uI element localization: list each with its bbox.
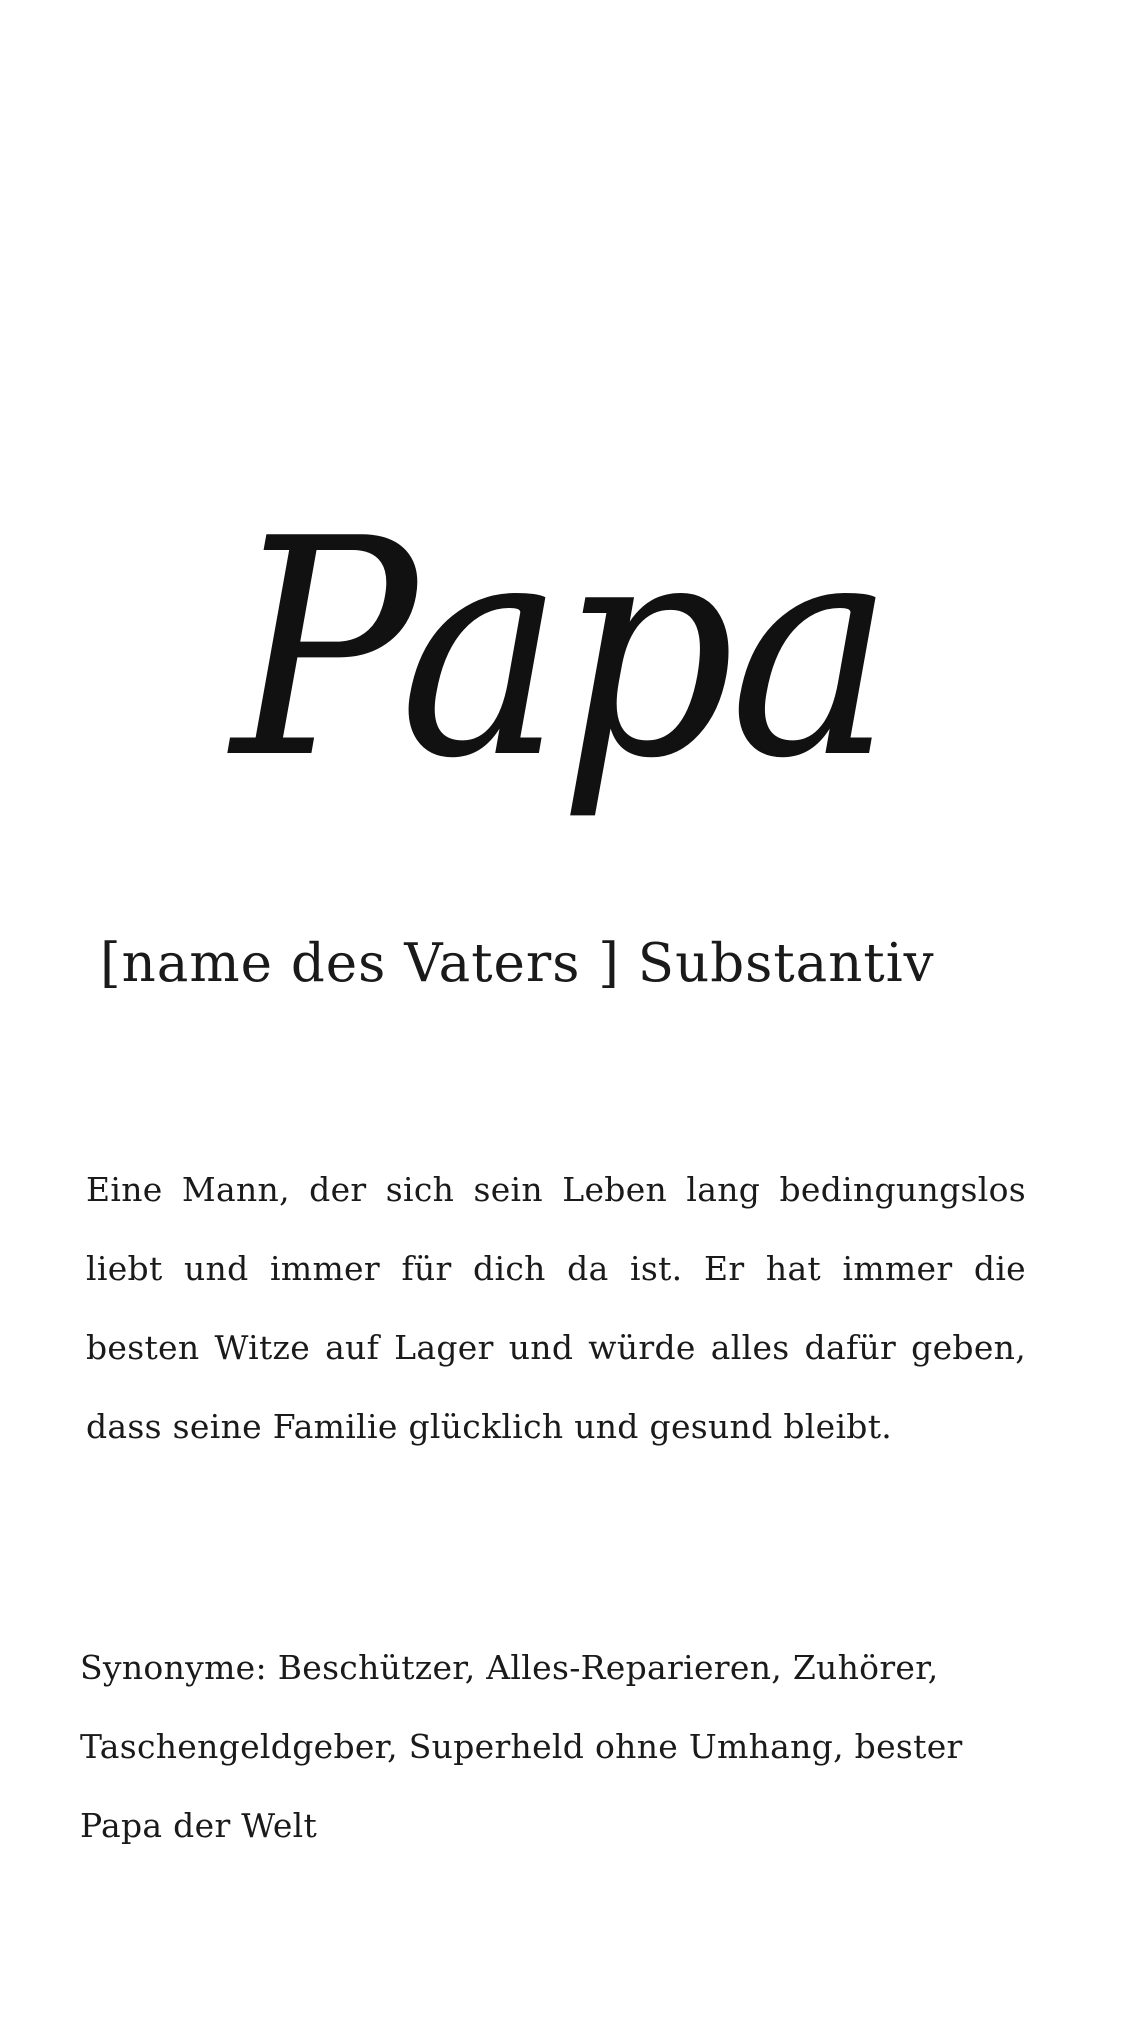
page-title: Papa	[231, 475, 889, 824]
definition-text: Eine Mann, der sich sein Leben lang bedingungslos liebt und immer für dich da ist. Er hat immer die besten Witze auf Lager und würde alles dafür geben, dass seine Familie glücklich und gesund bleibt.	[86, 1170, 1026, 1446]
word-type-line: [name des Vaters ] Substantiv	[100, 933, 935, 994]
synonyms-text: Synonyme: Beschützer, Alles-Reparieren, Zuhörer, Taschengeldgeber, Superheld ohne Umhang, bester Papa der Welt	[80, 1648, 963, 1845]
